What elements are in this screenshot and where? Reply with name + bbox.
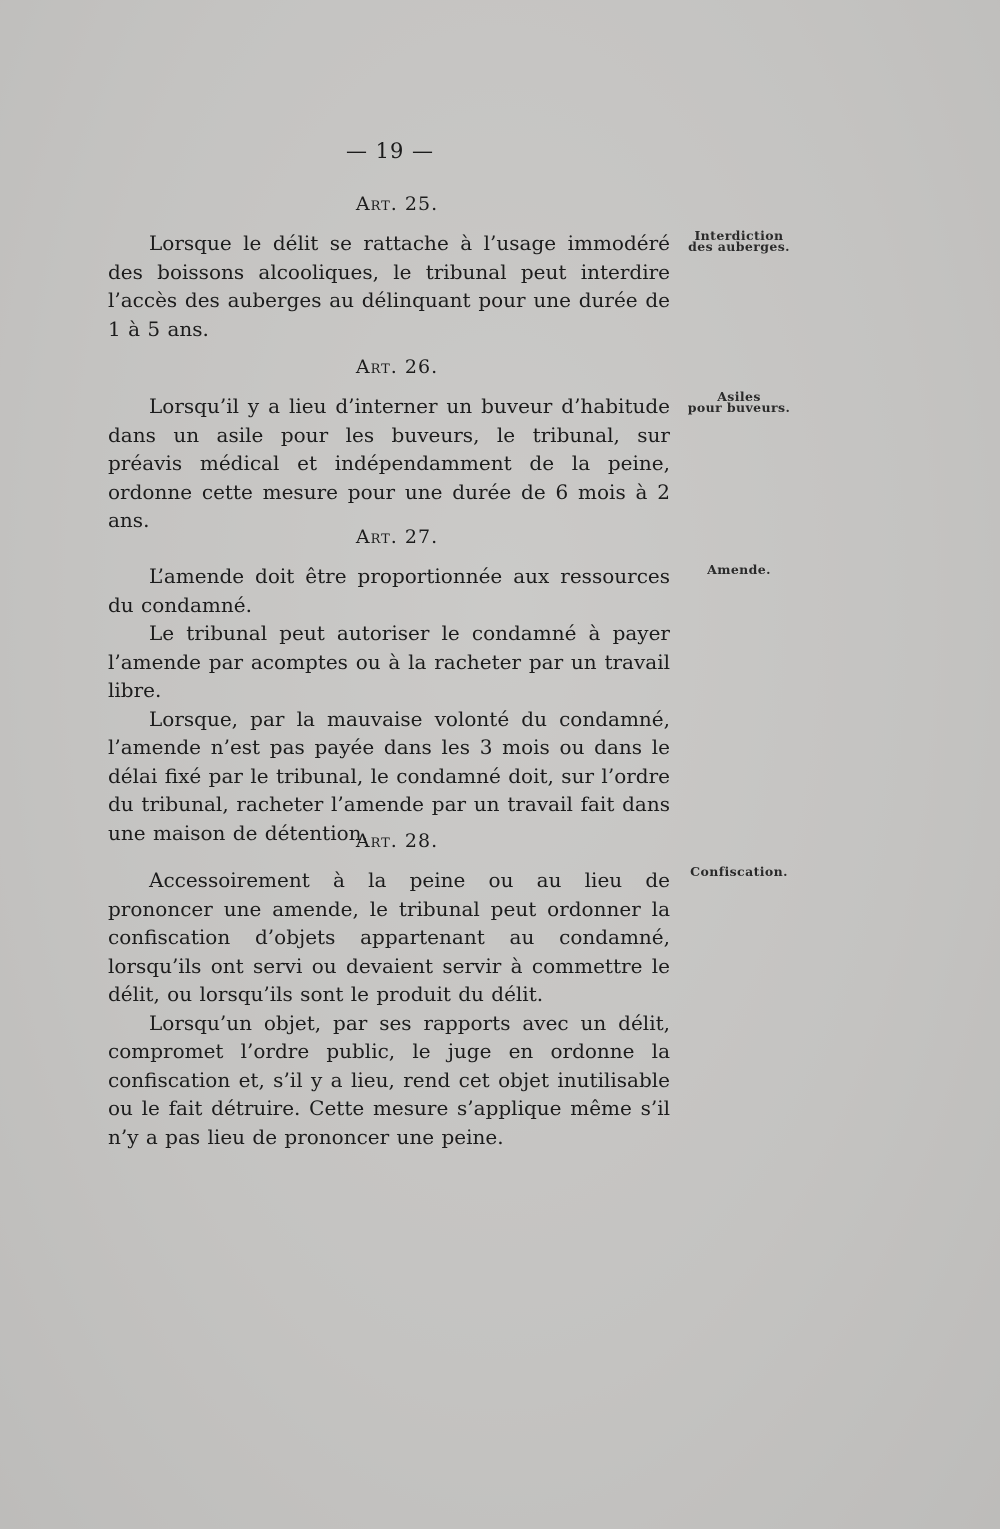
article-title xyxy=(124,526,670,552)
margin-note-interdiction xyxy=(684,230,794,252)
article-paragraph: Le tribunal peut autoriser le condamné à payer l’amende par acomptes ou à la racheter par un travail libre. xyxy=(108,621,670,702)
margin-note-line: Asiles xyxy=(717,389,761,404)
article-paragraph: Lorsque le délit se rattache à l’usage immodéré des boissons alcooliques, le tribunal peut interdire l’accès des auberges au délinquant pour une durée de 1 à 5 ans. xyxy=(108,231,670,341)
article-title xyxy=(124,193,670,219)
article-title-prefix: Art. xyxy=(355,830,398,852)
margin-note-line: Confiscation. xyxy=(690,864,788,879)
article-title-prefix: Art. xyxy=(355,356,398,378)
article-title xyxy=(124,356,670,382)
article-paragraph: Lorsqu’il y a lieu d’interner un buveur d’habitude dans un asile pour les buveurs, le tribunal, sur préavis médical et indépendamment de la peine, ordonne cette mesure pour une durée de 6 mois à 2 ans. xyxy=(108,394,670,532)
article-title-number: 28. xyxy=(404,830,439,852)
article-title-number: 26. xyxy=(404,356,439,378)
margin-note-confiscation xyxy=(684,866,794,877)
margin-note-line: Interdiction xyxy=(694,228,784,243)
margin-note-line: des auberges. xyxy=(688,239,790,254)
article-27 xyxy=(108,526,670,847)
article-26 xyxy=(108,356,670,535)
article-title-number: 27. xyxy=(404,526,439,548)
article-28 xyxy=(108,830,670,1151)
article-paragraph: L’amende doit être proportionnée aux ressources du condamné. xyxy=(108,564,670,617)
article-title-prefix: Art. xyxy=(355,193,398,215)
article-title xyxy=(124,830,670,856)
article-paragraph: Lorsque, par la mauvaise volonté du condamné, l’amende n’est pas payée dans les 3 mois ou dans le délai fixé par le tribunal, le condamné doit, sur l’ordre du tribunal, racheter l’amende par un travail fait dans une maison de détention. xyxy=(108,706,670,845)
margin-note-amende xyxy=(684,564,794,575)
article-paragraph: Accessoirement à la peine ou au lieu de prononcer une amende, le tribunal peut ordonner la confiscation d’objets appartenant au condamné, lorsqu’ils ont servi ou devaient servir à commettre le délit, ou lorsqu’ils sont le produit du délit. xyxy=(108,868,670,1006)
margin-note-line: Amende. xyxy=(707,562,771,577)
article-title-number: 25. xyxy=(404,193,439,215)
page-number: — 19 — xyxy=(345,139,435,163)
article-title-prefix: Art. xyxy=(355,526,398,548)
article-paragraph: Lorsqu’un objet, par ses rapports avec un délit, compromet l’ordre public, le juge en ordonne la confiscation et, s’il y a lieu, rend cet objet inutilisable ou le fait détruire. Cette mesure s’applique même s’il n’y a pas lieu de prononcer une peine. xyxy=(108,1010,670,1149)
margin-note-asiles xyxy=(684,391,794,413)
article-25 xyxy=(108,193,670,343)
margin-note-line: pour buveurs. xyxy=(687,400,791,415)
